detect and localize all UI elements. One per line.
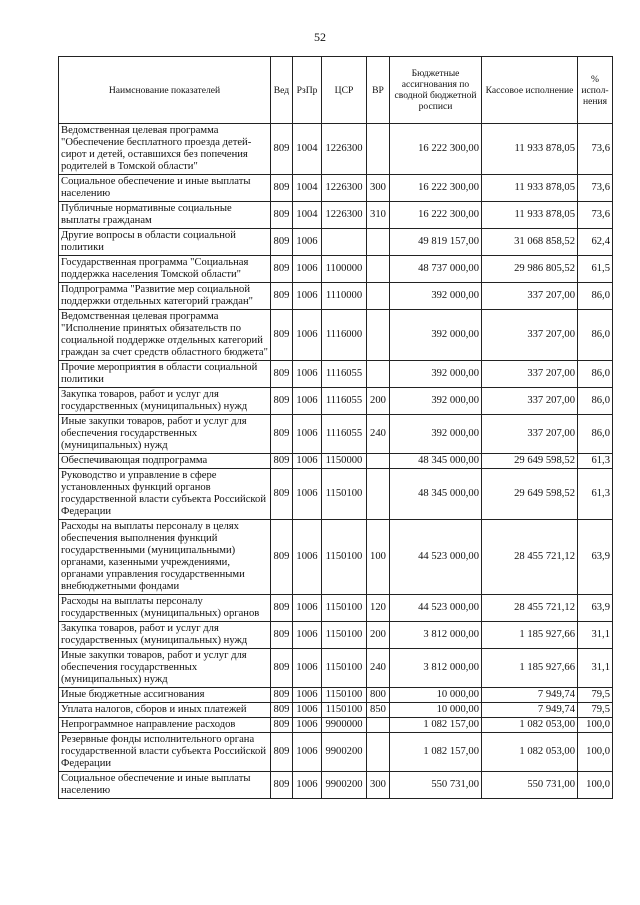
cell-vr: 310 xyxy=(367,202,390,229)
cell-rzpr: 1006 xyxy=(293,733,322,772)
table-header xyxy=(59,57,613,124)
table-row xyxy=(59,283,613,310)
table-row xyxy=(59,733,613,772)
cell-csr: 1110000 xyxy=(322,283,367,310)
cell-vr xyxy=(367,256,390,283)
cell-rzpr: 1006 xyxy=(293,520,322,595)
cell-assignments: 3 812 000,00 xyxy=(390,622,482,649)
cell-cash-execution: 11 933 878,05 xyxy=(482,124,578,175)
cell-vr: 100 xyxy=(367,520,390,595)
table-row xyxy=(59,703,613,718)
header-rzpr: РзПр xyxy=(293,57,322,124)
cell-name: Расходы на выплаты персоналу государственных (муниципальных) органов xyxy=(59,595,271,622)
cell-name: Прочие мероприятия в области социальной политики xyxy=(59,361,271,388)
cell-percent: 73,6 xyxy=(578,124,613,175)
cell-ved: 809 xyxy=(271,361,293,388)
cell-vr: 850 xyxy=(367,703,390,718)
cell-assignments: 10 000,00 xyxy=(390,703,482,718)
table-body xyxy=(59,124,613,799)
cell-name: Ведомственная целевая программа "Обеспечение бесплатного проезда детей-сирот и детей, оставшихся без попечения родителей в Томской области" xyxy=(59,124,271,175)
table-row xyxy=(59,310,613,361)
cell-percent: 61,3 xyxy=(578,454,613,469)
cell-cash-execution: 7 949,74 xyxy=(482,688,578,703)
cell-cash-execution: 28 455 721,12 xyxy=(482,595,578,622)
cell-cash-execution: 7 949,74 xyxy=(482,703,578,718)
cell-csr xyxy=(322,229,367,256)
cell-percent: 79,5 xyxy=(578,703,613,718)
cell-cash-execution: 31 068 858,52 xyxy=(482,229,578,256)
cell-csr: 1150100 xyxy=(322,595,367,622)
cell-name: Непрограммное направление расходов xyxy=(59,718,271,733)
cell-name: Уплата налогов, сборов и иных платежей xyxy=(59,703,271,718)
cell-csr: 9900200 xyxy=(322,772,367,799)
cell-assignments: 392 000,00 xyxy=(390,283,482,310)
header-csr: ЦСР xyxy=(322,57,367,124)
cell-rzpr: 1006 xyxy=(293,310,322,361)
cell-assignments: 48 345 000,00 xyxy=(390,469,482,520)
cell-percent: 73,6 xyxy=(578,202,613,229)
cell-percent: 61,3 xyxy=(578,469,613,520)
cell-name: Социальное обеспечение и иные выплаты населению xyxy=(59,175,271,202)
cell-rzpr: 1006 xyxy=(293,649,322,688)
table-row xyxy=(59,622,613,649)
cell-rzpr: 1006 xyxy=(293,454,322,469)
cell-vr xyxy=(367,283,390,310)
cell-percent: 86,0 xyxy=(578,283,613,310)
cell-csr: 1100000 xyxy=(322,256,367,283)
cell-ved: 809 xyxy=(271,454,293,469)
cell-ved: 809 xyxy=(271,622,293,649)
cell-ved: 809 xyxy=(271,595,293,622)
cell-vr: 240 xyxy=(367,649,390,688)
cell-csr: 1116055 xyxy=(322,388,367,415)
table-row xyxy=(59,469,613,520)
cell-csr: 1226300 xyxy=(322,175,367,202)
cell-assignments: 44 523 000,00 xyxy=(390,595,482,622)
cell-csr: 1226300 xyxy=(322,202,367,229)
budget-execution-table xyxy=(58,56,613,799)
cell-percent: 100,0 xyxy=(578,733,613,772)
cell-ved: 809 xyxy=(271,310,293,361)
cell-percent: 86,0 xyxy=(578,361,613,388)
cell-ved: 809 xyxy=(271,229,293,256)
cell-csr: 1150100 xyxy=(322,469,367,520)
cell-vr xyxy=(367,361,390,388)
cell-vr xyxy=(367,733,390,772)
cell-rzpr: 1004 xyxy=(293,175,322,202)
cell-rzpr: 1006 xyxy=(293,469,322,520)
table-row xyxy=(59,361,613,388)
cell-cash-execution: 337 207,00 xyxy=(482,283,578,310)
cell-vr: 120 xyxy=(367,595,390,622)
cell-csr: 1116000 xyxy=(322,310,367,361)
cell-name: Подпрограмма "Развитие мер социальной поддержки отдельных категорий граждан" xyxy=(59,283,271,310)
cell-name: Руководство и управление в сфере установленных функций органов государственной власти субъекта Российской Федерации xyxy=(59,469,271,520)
cell-csr: 1150100 xyxy=(322,649,367,688)
cell-name: Закупка товаров, работ и услуг для государственных (муниципальных) нужд xyxy=(59,388,271,415)
cell-csr: 9900200 xyxy=(322,733,367,772)
cell-cash-execution: 550 731,00 xyxy=(482,772,578,799)
cell-rzpr: 1006 xyxy=(293,256,322,283)
cell-percent: 31,1 xyxy=(578,622,613,649)
cell-assignments: 16 222 300,00 xyxy=(390,124,482,175)
cell-assignments: 44 523 000,00 xyxy=(390,520,482,595)
cell-ved: 809 xyxy=(271,520,293,595)
cell-csr: 1226300 xyxy=(322,124,367,175)
cell-ved: 809 xyxy=(271,415,293,454)
cell-name: Социальное обеспечение и иные выплаты населению xyxy=(59,772,271,799)
cell-assignments: 16 222 300,00 xyxy=(390,202,482,229)
cell-cash-execution: 337 207,00 xyxy=(482,388,578,415)
table-row xyxy=(59,595,613,622)
cell-rzpr: 1006 xyxy=(293,703,322,718)
cell-name: Государственная программа "Социальная поддержка населения Томской области" xyxy=(59,256,271,283)
cell-vr xyxy=(367,718,390,733)
cell-rzpr: 1006 xyxy=(293,772,322,799)
cell-cash-execution: 337 207,00 xyxy=(482,415,578,454)
cell-percent: 63,9 xyxy=(578,520,613,595)
cell-rzpr: 1006 xyxy=(293,229,322,256)
cell-vr: 200 xyxy=(367,622,390,649)
cell-rzpr: 1006 xyxy=(293,688,322,703)
cell-rzpr: 1006 xyxy=(293,361,322,388)
table-row xyxy=(59,772,613,799)
cell-assignments: 48 345 000,00 xyxy=(390,454,482,469)
cell-name: Закупка товаров, работ и услуг для государственных (муниципальных) нужд xyxy=(59,622,271,649)
cell-ved: 809 xyxy=(271,256,293,283)
table-row xyxy=(59,202,613,229)
table-row xyxy=(59,388,613,415)
cell-csr: 9900000 xyxy=(322,718,367,733)
cell-name: Иные закупки товаров, работ и услуг для обеспечения государственных (муниципальных) нужд xyxy=(59,415,271,454)
cell-name: Расходы на выплаты персоналу в целях обеспечения выполнения функций государственными (муниципальными) органами, казенными учреждениями, органами управления государственными внебюджетными фондами xyxy=(59,520,271,595)
cell-percent: 100,0 xyxy=(578,772,613,799)
header-assignments: Бюджетные ассигнования по сводной бюджетной росписи xyxy=(390,57,482,124)
cell-percent: 86,0 xyxy=(578,388,613,415)
cell-ved: 809 xyxy=(271,772,293,799)
cell-percent: 61,5 xyxy=(578,256,613,283)
cell-csr: 1150100 xyxy=(322,703,367,718)
cell-assignments: 16 222 300,00 xyxy=(390,175,482,202)
table-row xyxy=(59,124,613,175)
cell-ved: 809 xyxy=(271,703,293,718)
cell-ved: 809 xyxy=(271,175,293,202)
cell-percent: 100,0 xyxy=(578,718,613,733)
cell-name: Другие вопросы в области социальной политики xyxy=(59,229,271,256)
cell-ved: 809 xyxy=(271,649,293,688)
cell-csr: 1116055 xyxy=(322,415,367,454)
cell-ved: 809 xyxy=(271,202,293,229)
cell-percent: 63,9 xyxy=(578,595,613,622)
header-name: Наимснование показателей xyxy=(59,57,271,124)
cell-assignments: 1 082 157,00 xyxy=(390,718,482,733)
cell-ved: 809 xyxy=(271,283,293,310)
cell-cash-execution: 1 082 053,00 xyxy=(482,718,578,733)
table-row xyxy=(59,649,613,688)
cell-name: Резервные фонды исполнительного органа государственной власти субъекта Российской Федерации xyxy=(59,733,271,772)
cell-assignments: 10 000,00 xyxy=(390,688,482,703)
cell-assignments: 49 819 157,00 xyxy=(390,229,482,256)
cell-vr xyxy=(367,454,390,469)
header-cash-execution: Кассовое исполнение xyxy=(482,57,578,124)
page-number: 52 xyxy=(314,30,326,44)
cell-vr xyxy=(367,469,390,520)
table-row xyxy=(59,454,613,469)
cell-csr: 1116055 xyxy=(322,361,367,388)
cell-cash-execution: 337 207,00 xyxy=(482,310,578,361)
cell-cash-execution: 1 082 053,00 xyxy=(482,733,578,772)
cell-cash-execution: 11 933 878,05 xyxy=(482,175,578,202)
cell-cash-execution: 28 455 721,12 xyxy=(482,520,578,595)
cell-percent: 86,0 xyxy=(578,415,613,454)
cell-assignments: 392 000,00 xyxy=(390,361,482,388)
cell-ved: 809 xyxy=(271,688,293,703)
cell-name: Обеспечивающая подпрограмма xyxy=(59,454,271,469)
cell-name: Ведомственная целевая программа "Исполнение принятых обязательств по социальной поддержке отдельных категорий граждан за счет средств областного бюджета" xyxy=(59,310,271,361)
table-row xyxy=(59,688,613,703)
cell-name: Иные закупки товаров, работ и услуг для обеспечения государственных (муниципальных) нужд xyxy=(59,649,271,688)
cell-csr: 1150000 xyxy=(322,454,367,469)
cell-vr xyxy=(367,229,390,256)
cell-rzpr: 1006 xyxy=(293,388,322,415)
header-percent: % испол-нения xyxy=(578,57,613,124)
cell-rzpr: 1006 xyxy=(293,283,322,310)
cell-assignments: 550 731,00 xyxy=(390,772,482,799)
cell-cash-execution: 29 649 598,52 xyxy=(482,469,578,520)
table-row xyxy=(59,175,613,202)
cell-vr: 300 xyxy=(367,175,390,202)
cell-cash-execution: 1 185 927,66 xyxy=(482,622,578,649)
cell-vr: 240 xyxy=(367,415,390,454)
header-vr: ВР xyxy=(367,57,390,124)
cell-assignments: 48 737 000,00 xyxy=(390,256,482,283)
cell-csr: 1150100 xyxy=(322,622,367,649)
cell-percent: 86,0 xyxy=(578,310,613,361)
table-row xyxy=(59,229,613,256)
cell-assignments: 1 082 157,00 xyxy=(390,733,482,772)
cell-cash-execution: 337 207,00 xyxy=(482,361,578,388)
table-row xyxy=(59,415,613,454)
cell-csr: 1150100 xyxy=(322,520,367,595)
cell-vr: 300 xyxy=(367,772,390,799)
cell-rzpr: 1004 xyxy=(293,124,322,175)
cell-rzpr: 1006 xyxy=(293,415,322,454)
cell-vr xyxy=(367,310,390,361)
cell-vr xyxy=(367,124,390,175)
cell-assignments: 3 812 000,00 xyxy=(390,649,482,688)
cell-ved: 809 xyxy=(271,718,293,733)
cell-ved: 809 xyxy=(271,733,293,772)
cell-assignments: 392 000,00 xyxy=(390,415,482,454)
table-row xyxy=(59,256,613,283)
cell-rzpr: 1006 xyxy=(293,718,322,733)
cell-percent: 31,1 xyxy=(578,649,613,688)
cell-vr: 800 xyxy=(367,688,390,703)
cell-name: Иные бюджетные ассигнования xyxy=(59,688,271,703)
cell-percent: 73,6 xyxy=(578,175,613,202)
table-row xyxy=(59,718,613,733)
cell-csr: 1150100 xyxy=(322,688,367,703)
table-row xyxy=(59,520,613,595)
cell-rzpr: 1006 xyxy=(293,595,322,622)
cell-cash-execution: 11 933 878,05 xyxy=(482,202,578,229)
cell-name: Публичные нормативные социальные выплаты гражданам xyxy=(59,202,271,229)
cell-percent: 62,4 xyxy=(578,229,613,256)
cell-ved: 809 xyxy=(271,388,293,415)
cell-assignments: 392 000,00 xyxy=(390,388,482,415)
cell-percent: 79,5 xyxy=(578,688,613,703)
cell-cash-execution: 29 649 598,52 xyxy=(482,454,578,469)
cell-vr: 200 xyxy=(367,388,390,415)
cell-assignments: 392 000,00 xyxy=(390,310,482,361)
cell-ved: 809 xyxy=(271,469,293,520)
cell-cash-execution: 1 185 927,66 xyxy=(482,649,578,688)
cell-cash-execution: 29 986 805,52 xyxy=(482,256,578,283)
header-ved: Вед xyxy=(271,57,293,124)
cell-rzpr: 1004 xyxy=(293,202,322,229)
cell-ved: 809 xyxy=(271,124,293,175)
cell-rzpr: 1006 xyxy=(293,622,322,649)
